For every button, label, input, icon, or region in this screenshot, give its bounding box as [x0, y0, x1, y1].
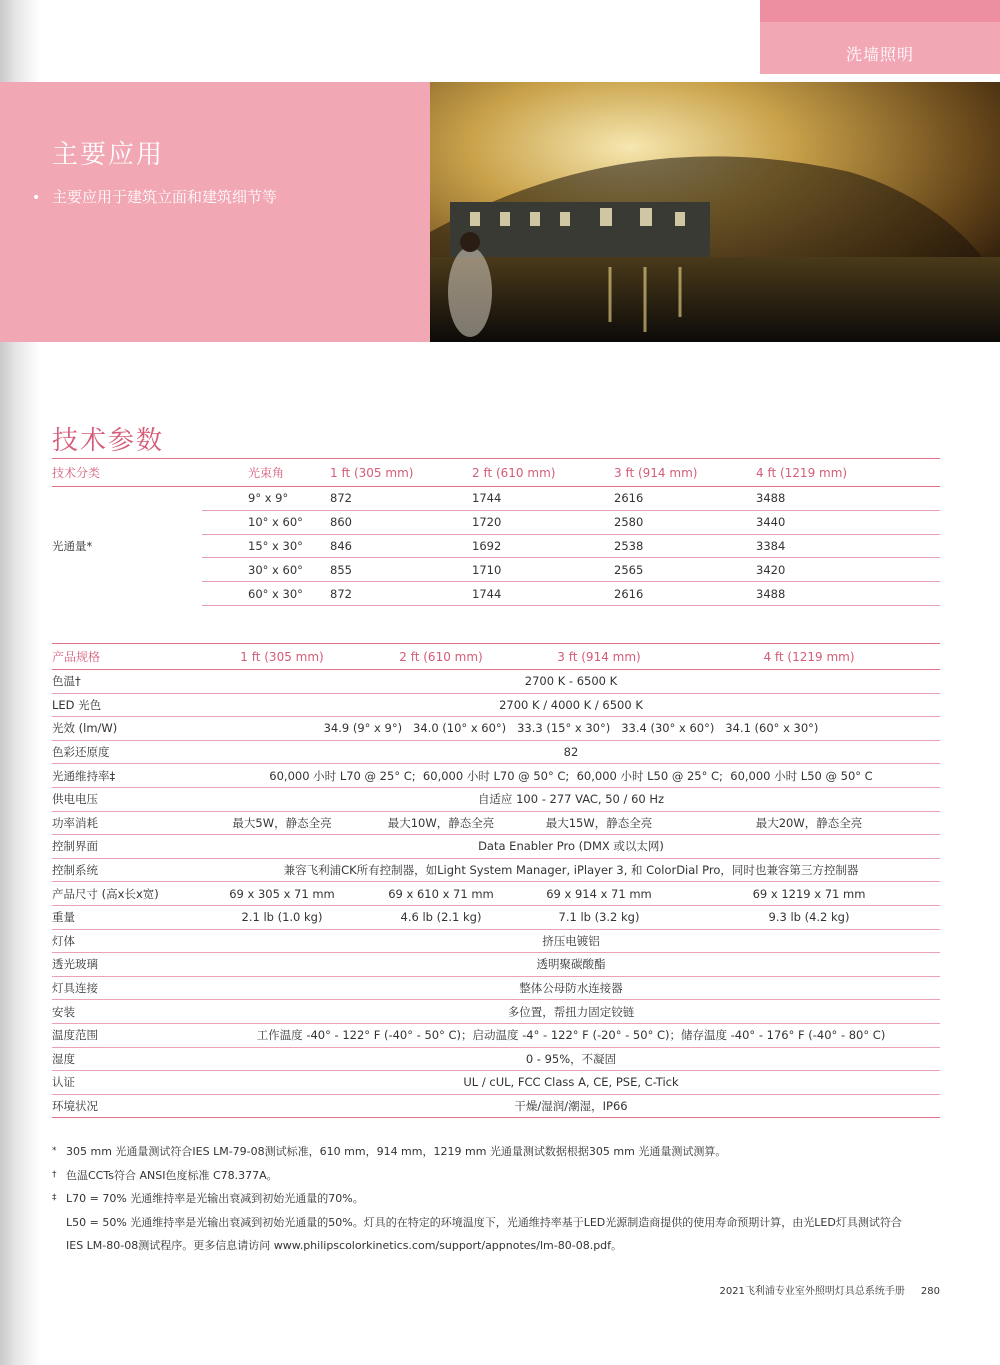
table-cell: 2565: [614, 558, 756, 582]
table-row: [52, 905, 940, 929]
row-label: 温度范围: [52, 1023, 202, 1047]
footnote: [52, 1140, 952, 1164]
table-cell: 兼容飞利浦CK所有控制器，如Light System Manager, iPlayer 3, 和 ColorDial Pro，同时也兼容第三方控制器: [202, 858, 940, 882]
table-row: [52, 787, 940, 811]
header-cell: 4 ft (1219 mm): [756, 459, 940, 487]
table-cell: 855: [330, 558, 472, 582]
page-footer: [719, 1282, 940, 1297]
table-cell: 1744: [472, 582, 614, 606]
table-cell: 3488: [756, 487, 940, 511]
table-cell: 872: [330, 487, 472, 511]
footnote: [52, 1234, 952, 1258]
row-label: 光通维持率‡: [52, 764, 202, 788]
category-tab-label: 洗墙照明: [845, 45, 914, 64]
table-cell: 工作温度 -40° - 122° F (-40° - 50° C)；启动温度 -4° - 122° F (-20° - 50° C)；储存温度 -40° - 176° F (-40° - 80° C): [202, 1023, 940, 1047]
table-row: [52, 764, 940, 788]
footnote-mark: ‡: [52, 1193, 57, 1203]
row-label: 光效 (lm/W): [52, 717, 202, 741]
header-cell: 1 ft (305 mm): [330, 459, 472, 487]
table-row: [52, 929, 940, 953]
table-cell: 3384: [756, 534, 940, 558]
table-cell: 69 x 1219 x 71 mm: [678, 882, 940, 906]
table-row: [52, 858, 940, 882]
hero-title: 主要应用: [52, 140, 165, 170]
header-cell: 1 ft (305 mm): [202, 644, 362, 670]
table-cell: 2616: [614, 487, 756, 511]
footnote-text: IES LM-80-08测试程序。更多信息请访问 www.philipscolorkinetics.com/support/appnotes/lm-80-08.pdf。: [66, 1239, 623, 1252]
header-cell: 3 ft (914 mm): [520, 644, 678, 670]
table-cell: 2538: [614, 534, 756, 558]
luminous-flux-table: [52, 458, 940, 606]
table-cell: 846: [330, 534, 472, 558]
table-cell: 9° x 9°: [202, 487, 330, 511]
table-cell: 2700 K - 6500 K: [202, 670, 940, 694]
table-cell: 60,000 小时 L70 @ 25° C; 60,000 小时 L70 @ 50° C; 60,000 小时 L50 @ 25° C; 60,000 小时 L50 @ 50° C: [202, 764, 940, 788]
row-label: 光通量*: [52, 539, 93, 554]
table-cell: 最大5W，静态全亮: [202, 811, 362, 835]
table-row: [52, 835, 940, 859]
table-row: [52, 1023, 940, 1047]
table-cell: 2616: [614, 582, 756, 606]
header-cell: 光束角: [202, 459, 330, 487]
row-label: 功率消耗: [52, 811, 202, 835]
table-cell: 15° x 30°: [202, 534, 330, 558]
row-label: 环境状况: [52, 1094, 202, 1118]
table-cell: 1744: [472, 487, 614, 511]
table-cell: UL / cUL, FCC Class A, CE, PSE, C-Tick: [202, 1071, 940, 1095]
row-label: 灯体: [52, 929, 202, 953]
footnote: [52, 1187, 952, 1211]
table-cell: 3440: [756, 510, 940, 534]
table-row: [52, 717, 940, 741]
row-label: 色彩还原度: [52, 740, 202, 764]
footnote-text: 色温CCTs符合 ANSI色度标准 C78.377A。: [66, 1168, 278, 1182]
table-cell: 2580: [614, 510, 756, 534]
header-cell: 4 ft (1219 mm): [678, 644, 940, 670]
row-label: 安装: [52, 1000, 202, 1024]
bullet-dot-icon: •: [32, 190, 41, 206]
table-cell: 干燥/湿润/潮湿，IP66: [202, 1094, 940, 1118]
footnote-mark: *: [52, 1146, 57, 1156]
table-header-row: [52, 459, 940, 487]
row-label: 产品尺寸 (高x长x宽): [52, 882, 202, 906]
footnotes: [52, 1140, 952, 1258]
table-cell: 30° x 60°: [202, 558, 330, 582]
table-cell: 最大15W，静态全亮: [520, 811, 678, 835]
row-label: 控制界面: [52, 835, 202, 859]
section-title-tech-params: 技术参数: [52, 426, 165, 456]
row-label: 色温†: [52, 670, 202, 694]
table-cell: 2700 K / 4000 K / 6500 K: [202, 693, 940, 717]
table-cell: 82: [202, 740, 940, 764]
product-spec-table: [52, 643, 940, 1118]
row-label: 透光玻璃: [52, 953, 202, 977]
table-cell: 7.1 lb (3.2 kg): [520, 905, 678, 929]
row-label: 供电电压: [52, 787, 202, 811]
table-row: [52, 1071, 940, 1095]
table-cell: 1710: [472, 558, 614, 582]
table-cell: 3488: [756, 582, 940, 606]
header-cell: 2 ft (610 mm): [472, 459, 614, 487]
table-row: [52, 811, 940, 835]
row-label: 湿度: [52, 1047, 202, 1071]
table-row: [52, 670, 940, 694]
table-cell: 3420: [756, 558, 940, 582]
row-label: 控制系统: [52, 858, 202, 882]
table-cell: 自适应 100 - 277 VAC, 50 / 60 Hz: [202, 787, 940, 811]
header-cell: 3 ft (914 mm): [614, 459, 756, 487]
table-row: [52, 953, 940, 977]
table-cell: 69 x 914 x 71 mm: [520, 882, 678, 906]
table-cell: 69 x 610 x 71 mm: [362, 882, 520, 906]
footnote-mark: †: [52, 1169, 57, 1180]
table-cell: 9.3 lb (4.2 kg): [678, 905, 940, 929]
header-cell: 产品规格: [52, 644, 202, 670]
tunnel-photo-illustration: [430, 82, 1000, 342]
table-cell: 0 - 95%，不凝固: [202, 1047, 940, 1071]
table-cell: 最大10W，静态全亮: [362, 811, 520, 835]
table-cell: 1720: [472, 510, 614, 534]
table-row: [52, 693, 940, 717]
row-label: 重量: [52, 905, 202, 929]
table-cell: 2.1 lb (1.0 kg): [202, 905, 362, 929]
footnote-text: L50 = 50% 光通维持率是光输出衰减到初始光通量的50%。灯具的在特定的环境温度下，光通维持率基于LED光源制造商提供的使用寿命预期计算，由光LED灯具测试符合: [66, 1215, 902, 1229]
page-number: 280: [920, 1286, 940, 1297]
table-row: [52, 1094, 940, 1118]
header-cell: 2 ft (610 mm): [362, 644, 520, 670]
hero-bullet-text: 主要应用于建筑立面和建筑细节等: [52, 188, 278, 206]
table-row: [52, 1000, 940, 1024]
table-cell: 整体公母防水连接器: [202, 976, 940, 1000]
tunnel-photo: [430, 82, 1000, 342]
table-cell: 34.9 (9° x 9°) 34.0 (10° x 60°) 33.3 (15° x 30°) 33.4 (30° x 60°) 34.1 (60° x 30°): [202, 717, 940, 741]
table-row: [52, 487, 940, 511]
footnote: [52, 1164, 952, 1188]
footer-text: 2021飞利浦专业室外照明灯具总系统手册: [719, 1286, 905, 1297]
footnote-text: 305 mm 光通量测试符合IES LM-79-08测试标准，610 mm，914 mm，1219 mm 光通量测试数据根据305 mm 光通量测试测算。: [66, 1145, 727, 1158]
row-label: 认证: [52, 1071, 202, 1095]
row-label: 灯具连接: [52, 976, 202, 1000]
table-cell: 69 x 305 x 71 mm: [202, 882, 362, 906]
footnote-text: L70 = 70% 光通维持率是光输出衰减到初始光通量的70%。: [66, 1192, 364, 1205]
table-row: [52, 882, 940, 906]
table-cell: 4.6 lb (2.1 kg): [362, 905, 520, 929]
footnote: [52, 1211, 952, 1235]
hero-panel: [0, 82, 430, 342]
table-row: [52, 1047, 940, 1071]
table-cell: Data Enabler Pro (DMX 或以太网): [202, 835, 940, 859]
table-header-row: [52, 644, 940, 670]
table-cell: 挤压电镀铝: [202, 929, 940, 953]
table-cell: 10° x 60°: [202, 510, 330, 534]
table-cell: 872: [330, 582, 472, 606]
category-tab: [760, 0, 1000, 74]
table-cell: 60° x 30°: [202, 582, 330, 606]
row-label: LED 光色: [52, 693, 202, 717]
table-cell: 1692: [472, 534, 614, 558]
table-cell: 多位置，帮扭力固定铰链: [202, 1000, 940, 1024]
category-tab-strip: [760, 0, 1000, 22]
header-cell: 技术分类: [52, 459, 202, 487]
table-cell: 860: [330, 510, 472, 534]
table-cell: 最大20W，静态全亮: [678, 811, 940, 835]
table-row: [52, 740, 940, 764]
table-row: [52, 976, 940, 1000]
table-cell: 透明聚碳酸酯: [202, 953, 940, 977]
